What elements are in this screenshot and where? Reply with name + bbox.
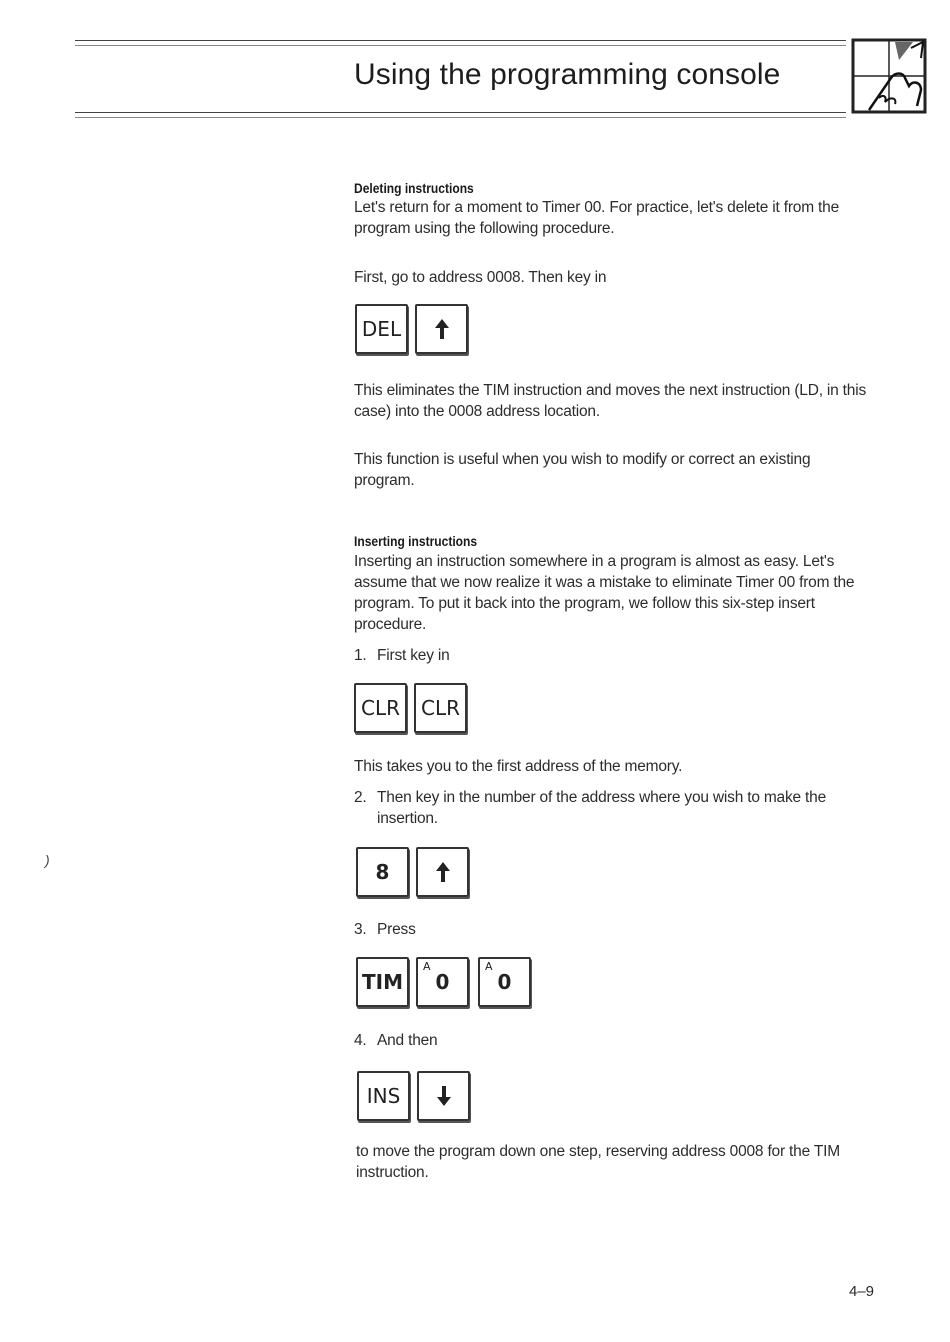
step-text: Then key in the number of the address where you wish to make the insertion. <box>377 789 827 827</box>
step-number: 2. <box>354 789 367 806</box>
key-label: 0 <box>497 970 512 994</box>
step-text: Press <box>377 921 416 938</box>
clr-key: CLR <box>354 683 407 733</box>
key-sequence-tim-0-0 <box>356 957 531 1007</box>
arrow-up-icon <box>436 862 450 882</box>
page-title: Using the programming console <box>354 58 781 91</box>
key-corner-label: A <box>423 960 431 973</box>
arrow-up-icon <box>435 319 449 339</box>
step-number: 1. <box>354 647 367 664</box>
inserting-paragraph-1: Inserting an instruction somewhere in a program is almost as easy. Let's assume that we now realize it was a mistake to eliminate Timer 00 from the program. To put it back into the program, we follow this six-step insert procedure. <box>354 553 855 633</box>
section-heading-deleting: Deleting instructions <box>354 180 474 196</box>
up-arrow-key <box>416 847 469 897</box>
eight-key: 8 <box>356 847 409 897</box>
del-key: DEL <box>355 304 408 354</box>
step-4 <box>354 1030 869 1051</box>
key-sequence-del <box>355 304 468 354</box>
down-arrow-key <box>417 1071 470 1121</box>
step-1 <box>354 645 869 666</box>
deleting-paragraph-4: This function is useful when you wish to modify or correct an existing program. <box>354 451 811 489</box>
clr-key: CLR <box>414 683 467 733</box>
deleting-paragraph-2: First, go to address 0008. Then key in <box>354 269 607 286</box>
margin-mark: ) <box>45 852 50 868</box>
step-2 <box>354 787 869 829</box>
header-top-rule <box>75 40 846 41</box>
step-text: First key in <box>377 647 450 664</box>
ins-key: INS <box>357 1071 410 1121</box>
after-step-4-text: to move the program down one step, reserving address 0008 for the TIM instruction. <box>356 1143 840 1181</box>
key-sequence-ins-down <box>357 1071 470 1121</box>
zero-key <box>478 957 531 1007</box>
header-bottom-rule-2 <box>75 117 846 118</box>
key-sequence-8-up <box>356 847 469 897</box>
console-hand-logo-icon <box>851 38 929 114</box>
step-number: 4. <box>354 1032 367 1049</box>
section-heading-inserting: Inserting instructions <box>354 533 478 549</box>
after-step-1-text: This takes you to the first address of the memory. <box>354 758 683 775</box>
step-3 <box>354 919 869 940</box>
step-number: 3. <box>354 921 367 938</box>
key-corner-label: A <box>485 960 493 973</box>
arrow-down-icon <box>437 1086 451 1106</box>
deleting-paragraph-1: Let's return for a moment to Timer 00. For practice, let's delete it from the program using the following procedure. <box>354 199 839 237</box>
deleting-paragraph-3: This eliminates the TIM instruction and moves the next instruction (LD, in this case) into the 0008 address location. <box>354 382 867 420</box>
header-top-rule-2 <box>75 45 846 46</box>
up-arrow-key <box>415 304 468 354</box>
tim-key: TIM <box>356 957 409 1007</box>
key-label: 0 <box>435 970 450 994</box>
step-text: And then <box>377 1032 438 1049</box>
page-number: 4–9 <box>849 1283 875 1300</box>
header-bottom-rule <box>75 112 846 113</box>
zero-key <box>416 957 469 1007</box>
key-sequence-clr <box>354 683 467 733</box>
